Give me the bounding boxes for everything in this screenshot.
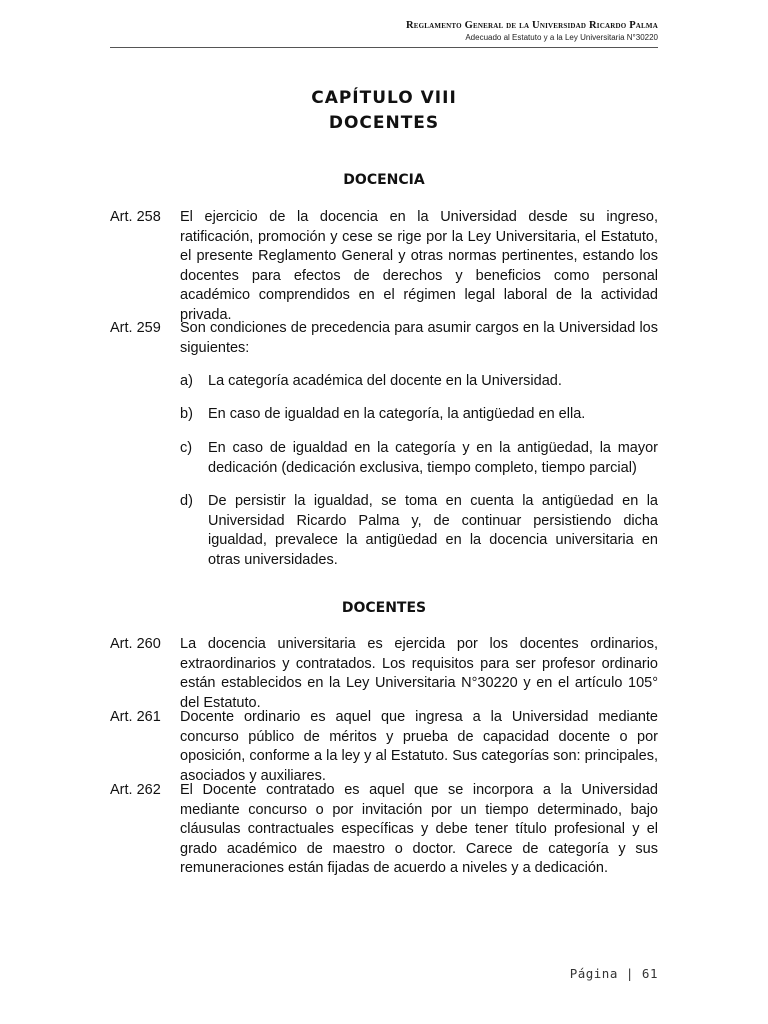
article-258 [110, 208, 658, 325]
article-text: Docente ordinario es aquel que ingresa a la Universidad mediante concurso público de méritos y prueba de capacidad docente o por oposición, conforme a la ley y al Estatuto. Sus categorías son: principales, asociados y auxiliares. [180, 709, 658, 784]
list-item-letter: b) [180, 406, 193, 422]
header-divider [110, 47, 658, 48]
article-text: Son condiciones de precedencia para asumir cargos en la Universidad los siguientes: [180, 320, 658, 356]
article-text: La docencia universitaria es ejercida por los docentes ordinarios, extraordinarios y contratados. Los requisitos para ser profesor ordinario están establecidos en la Ley Universitaria N°30220 y en el artículo 105° del Estatuto. [180, 636, 658, 711]
header-subtitle: Adecuado al Estatuto y a la Ley Universitaria N°30220 [465, 33, 658, 42]
list-item-text: La categoría académica del docente en la Universidad. [208, 373, 562, 389]
list-item-letter: d) [180, 493, 193, 509]
article-259 [110, 319, 658, 358]
list-item-letter: a) [180, 373, 193, 389]
article-number: Art. 259 [110, 320, 161, 336]
article-number: Art. 258 [110, 209, 161, 225]
section-heading-docentes: DOCENTES [341, 600, 427, 616]
list-item-d [180, 492, 658, 570]
section-heading-docencia: DOCENCIA [343, 172, 425, 188]
header-title: Reglamento General de la Universidad Ricardo Palma [406, 20, 658, 31]
article-260 [110, 635, 658, 713]
list-item-text: En caso de igualdad en la categoría, la antigüedad en ella. [208, 406, 586, 422]
list-item-b [180, 405, 658, 425]
list-item-text: En caso de igualdad en la categoría y en la antigüedad, la mayor dedicación (dedicación exclusiva, tiempo completo, tiempo parcial) [208, 440, 658, 476]
running-header [406, 20, 658, 42]
article-261 [110, 708, 658, 786]
list-item-letter: c) [180, 440, 193, 456]
article-text: El ejercicio de la docencia en la Universidad desde su ingreso, ratificación, promoción y cese se rige por la Ley Universitaria, el Estatuto, el presente Reglamento General y otras normas pertinentes, estando los docentes para efectos de derechos y beneficios como personal académico comprendidos en el régimen legal laboral de la actividad privada. [180, 209, 658, 323]
article-text: El Docente contratado es aquel que se incorpora a la Universidad mediante concurso o por invitación por un tiempo determinado, bajo cláusulas contractuales específicas y debe tener título profesional y el grado académico de maestro o doctor. Carece de categoría y sus remuneraciones están fijadas de acuerdo a niveles y a dedicación. [180, 782, 658, 876]
article-number: Art. 261 [110, 709, 161, 725]
list-item-c [180, 439, 658, 478]
article-number: Art. 260 [110, 636, 161, 652]
chapter-heading [0, 86, 768, 136]
list-item-text: De persistir la igualdad, se toma en cuenta la antigüedad en la Universidad Ricardo Palma y, de continuar persistiendo dicha igualdad, prevalece la antigüedad en la docencia universitaria en otras universidades. [208, 493, 658, 568]
chapter-number: CAPÍTULO VIII [311, 88, 457, 108]
article-262 [110, 781, 658, 879]
page-number: Página | 61 [569, 966, 658, 981]
list-item-a [180, 372, 658, 392]
chapter-title: DOCENTES [328, 113, 440, 133]
article-number: Art. 262 [110, 782, 161, 798]
